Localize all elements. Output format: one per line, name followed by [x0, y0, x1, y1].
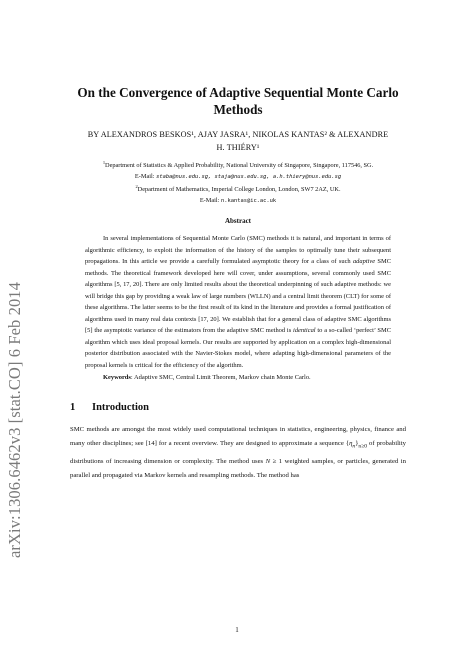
math-brace: }: [355, 440, 359, 448]
email-address[interactable]: n.kantas@ic.ac.uk: [220, 197, 277, 204]
paper-page: [70, 0, 406, 484]
affiliation-2-text: Department of Mathematics, Imperial College London, London, SW7 2AZ, UK.: [137, 186, 341, 194]
abstract-emphasis: adaptive: [352, 258, 376, 266]
math-sub: n: [352, 443, 356, 450]
email-label: E-Mail:: [134, 172, 155, 180]
author-list: [70, 129, 406, 154]
author-line-1: BY ALEXANDROS BESKOS¹, AJAY JASRA¹, NIKOLAS KANTAS² & ALEXANDRE: [87, 130, 389, 139]
author-line-2: H. THIÉRY¹: [216, 142, 260, 152]
math-eta: η: [349, 440, 353, 448]
affiliation-2-marker: 2: [135, 184, 138, 190]
math-N: N: [265, 457, 271, 465]
math-geq: ≥ 1: [270, 457, 283, 465]
keywords-label: Keywords: [103, 374, 131, 382]
affiliation-2-email: [70, 196, 406, 207]
abstract-part: In several implementations of Sequential Monte Carlo (SMC) methods it is natural, and important in terms of algorithmic efficiency, to exploit the information of the history of the samples to optimally tune their subsequent propagations. In this article we provide a carefully formulated asymptotic theory for a class of such: [85, 235, 391, 266]
intro-part: SMC methods are amongst the most widely used computational techniques in statistics, engineering, physics, finance and many other disciplines; see [14] for a recent overview. They are designed to approximate a sequence {: [70, 425, 406, 448]
arxiv-identifier: [4, 180, 26, 660]
keywords: [85, 372, 391, 384]
abstract-heading: Abstract: [224, 217, 252, 226]
intro-part: of probability distributions of increasing dimension or complexity. The method uses: [70, 440, 406, 465]
intro-paragraph: [70, 423, 406, 485]
section-number: 1: [70, 401, 76, 413]
abstract-emphasis: identical: [293, 327, 316, 335]
keywords-list: : Adaptive SMC, Central Limit Theorem, Markov chain Monte Carlo.: [130, 374, 311, 382]
abstract-text: [85, 233, 391, 371]
affiliation-1: [70, 158, 406, 172]
affiliation-1-marker: 1: [102, 160, 106, 165]
email-label: E-Mail:: [199, 196, 220, 204]
section-title: Introduction: [92, 401, 149, 413]
affiliation-1-email: [70, 172, 406, 183]
abstract-part: to a so-called ‘perfect’ SMC algorithm which uses ideal proposal kernels. Our results are supported by application on a complex high-dimensional posterior distribution associated with the Navier-Stokes model, where adapting high-dimensional parameters of the proposal kernels is critical for the efficiency of the algorithm.: [85, 327, 392, 369]
affiliation-1-text: Department of Statistics & Applied Probability, National University of Singapore, Singapore, 117546, SG.: [105, 162, 374, 170]
abstract-part: SMC methods. The theoretical framework developed here will cover, under assumptions, several commonly used SMC algorithms [5, 17, 20]. There are only limited results about the theoretical underpinning of such adaptive methods: we will bridge this gap by providing a weak law of large numbers (WLLN) and a central limit theorem (CLT) for some of these algorithms. The latter seems to be the first result of its kind in the literature and provides a formal justification of algorithms used in many real data contexts [17, 20]. We establish that for a general class of adaptive SMC algorithms [5] the asymptotic variance of the estimators from the adaptive SMC method is: [85, 258, 391, 335]
arxiv-identifier-text: arXiv:1306.6462v3 [stat.CO] 6 Feb 2014: [5, 281, 24, 559]
page-number: 1: [235, 626, 239, 634]
section-heading: [70, 402, 406, 413]
intro-part: weighted samples, or particles, generated in parallel and propagated via Markov kernels and resampling methods. The method has: [70, 457, 406, 480]
affiliation-2: [70, 182, 406, 196]
paper-title: On the Convergence of Adaptive Sequential Monte Carlo Methods: [77, 85, 399, 117]
email-address[interactable]: staba@nus.edu.sg, staja@nus.edu.sg, a.h.thiery@nus.edu.sg: [156, 173, 342, 180]
math-sub: n≥0: [358, 443, 368, 450]
